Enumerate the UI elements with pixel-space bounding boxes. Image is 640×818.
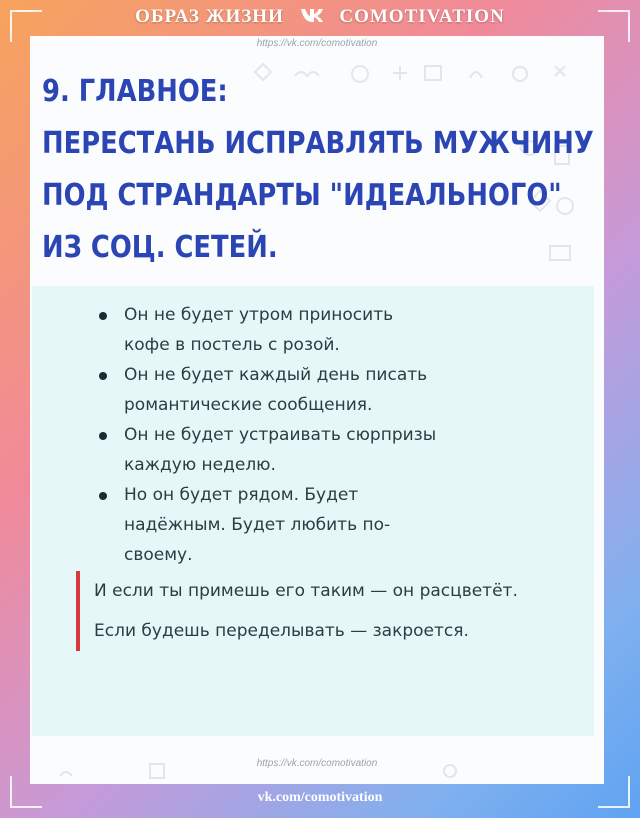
headline-line: 9. ГЛАВНОЕ: <box>42 74 228 109</box>
text-panel <box>32 286 594 736</box>
list-item-text: Он не будет устраивать сюрпризы каждую неделю. <box>124 425 437 475</box>
vk-logo-svg <box>300 7 324 23</box>
watermark-url-bottom: https://vk.com/comotivation <box>256 758 378 769</box>
footer-url: vk.com/comotivation <box>257 790 383 805</box>
brand-header <box>0 6 640 28</box>
content-card <box>30 36 604 784</box>
list-item <box>32 360 444 420</box>
headline-line: ПОД СТРАНДАРТЫ "ИДЕАЛЬНОГО" <box>42 178 562 213</box>
bullet-icon <box>99 372 107 380</box>
headline <box>42 66 594 274</box>
vk-logo-icon <box>300 7 324 28</box>
list-item <box>32 480 444 570</box>
bullet-icon <box>99 312 107 320</box>
list-item <box>32 300 444 360</box>
brand-name-right: COMOTIVATION <box>339 6 505 27</box>
bullet-icon <box>99 492 107 500</box>
list-item-text: Он не будет каждый день писать романтические сообщения. <box>124 365 428 415</box>
quote-block: И если ты примешь его таким — он расцветёт. Если будешь переделывать — закроется. <box>76 571 544 651</box>
brand-name-left: ОБРАЗ ЖИЗНИ <box>135 6 284 27</box>
list-item-text: Но он будет рядом. Будет надёжным. Будет любить по-своему. <box>124 485 391 565</box>
list-item-text: Он не будет утром приносить кофе в постель с розой. <box>124 305 394 355</box>
watermark-url-top: https://vk.com/comotivation <box>256 38 378 49</box>
list-item <box>32 420 444 480</box>
bullet-list <box>32 300 552 570</box>
headline-line: ПЕРЕСТАНЬ ИСПРАВЛЯТЬ МУЖЧИНУ <box>42 126 594 161</box>
headline-line: ИЗ СОЦ. СЕТЕЙ. <box>42 230 278 265</box>
bullet-icon <box>99 432 107 440</box>
